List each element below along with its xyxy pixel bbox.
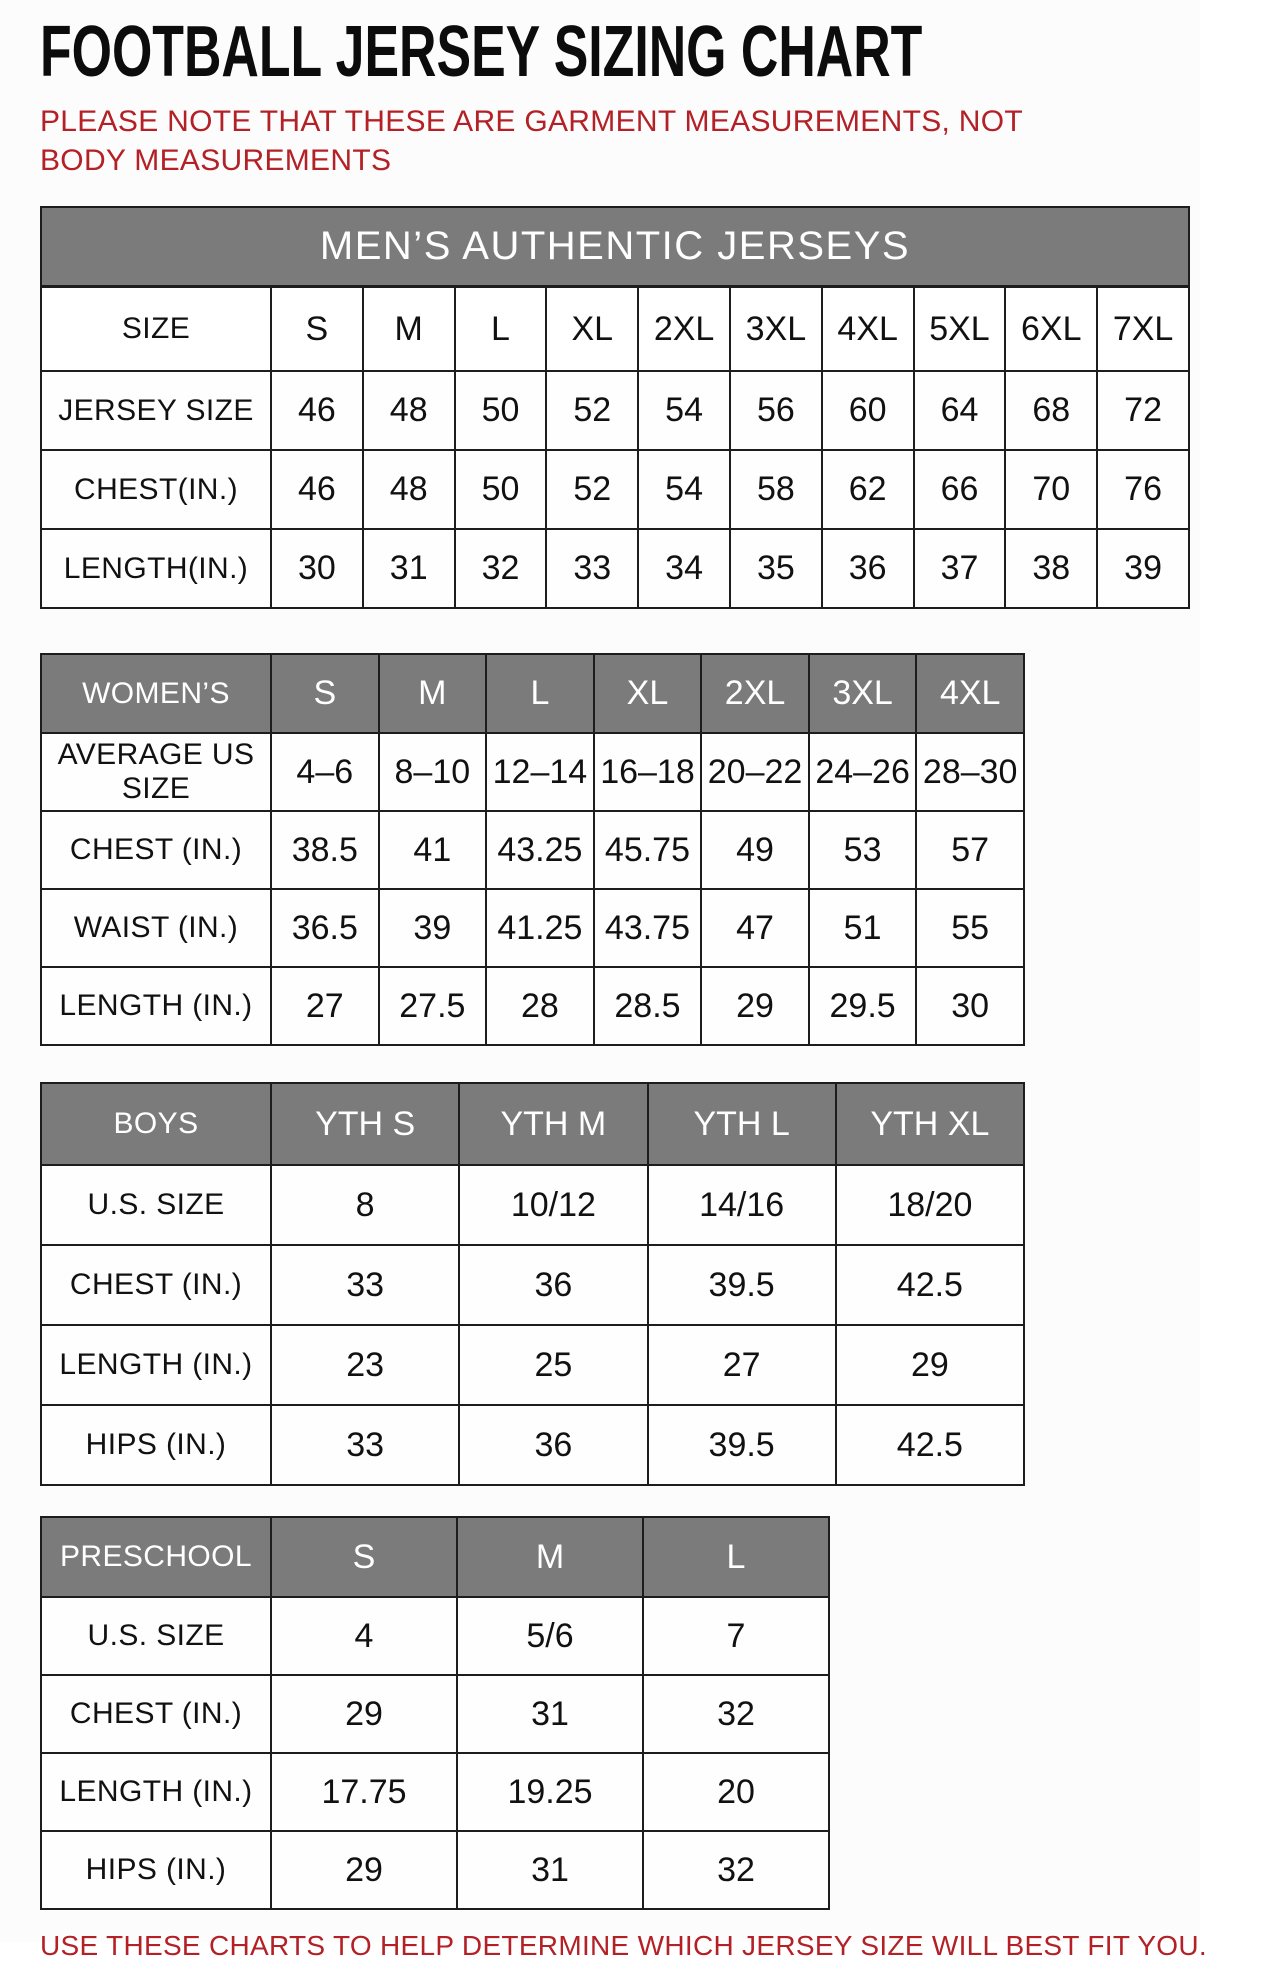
- value-cell: 46: [271, 371, 363, 450]
- value-cell: 35: [730, 529, 822, 608]
- value-cell: 42.5: [836, 1245, 1024, 1325]
- value-cell: 4: [271, 1597, 457, 1675]
- womens-jerseys-table: [40, 653, 1025, 1046]
- value-cell: 47: [701, 889, 809, 967]
- value-cell: 53: [809, 811, 917, 889]
- table-row: [41, 1405, 1024, 1485]
- value-cell: 68: [1005, 371, 1097, 450]
- header-row: [41, 654, 1024, 733]
- value-cell: 19.25: [457, 1753, 643, 1831]
- value-cell: 20: [643, 1753, 829, 1831]
- row-label: CHEST (IN.): [41, 1675, 271, 1753]
- value-cell: 30: [271, 529, 363, 608]
- table-banner: MEN’S AUTHENTIC JERSEYS: [41, 207, 1189, 287]
- value-cell: 39: [1097, 529, 1189, 608]
- value-cell: 7: [643, 1597, 829, 1675]
- value-cell: 54: [638, 371, 730, 450]
- value-cell: 41: [379, 811, 487, 889]
- value-cell: 36.5: [271, 889, 379, 967]
- value-cell: 39.5: [648, 1405, 836, 1485]
- value-cell: 50: [455, 450, 547, 529]
- garment-measurements-note: PLEASE NOTE THAT THESE ARE GARMENT MEASUREMENTS, NOT BODY MEASUREMENTS: [40, 105, 1023, 177]
- value-cell: 33: [271, 1245, 459, 1325]
- table-row: [41, 733, 1024, 811]
- table-row: [41, 1597, 829, 1675]
- value-cell: 29: [271, 1675, 457, 1753]
- header-row: [41, 1517, 829, 1597]
- value-cell: 41.25: [486, 889, 594, 967]
- table-banner-row: [41, 207, 1189, 287]
- value-cell: 39.5: [648, 1245, 836, 1325]
- value-cell: 4–6: [271, 733, 379, 811]
- value-cell: 17.75: [271, 1753, 457, 1831]
- value-cell: 14/16: [648, 1165, 836, 1245]
- size-header-cell: S: [271, 654, 379, 733]
- page-title-text: FOOTBALL JERSEY SIZING CHART: [40, 12, 923, 92]
- mens-authentic-jerseys-table: [40, 206, 1190, 609]
- value-cell: 38.5: [271, 811, 379, 889]
- size-header-cell: 2XL: [638, 287, 730, 372]
- table-row: [41, 1325, 1024, 1405]
- header-label: WOMEN’S: [41, 654, 271, 733]
- size-header-cell: YTH L: [648, 1083, 836, 1165]
- value-cell: 12–14: [486, 733, 594, 811]
- size-header-cell: YTH XL: [836, 1083, 1024, 1165]
- value-cell: 43.75: [594, 889, 702, 967]
- header-row: [41, 1083, 1024, 1165]
- table-row: [41, 811, 1024, 889]
- table-row: [41, 1831, 829, 1909]
- size-header-cell: 7XL: [1097, 287, 1189, 372]
- size-header-cell: M: [363, 287, 455, 372]
- size-header-cell: S: [271, 1517, 457, 1597]
- row-label: LENGTH(IN.): [41, 529, 271, 608]
- size-header-cell: YTH M: [459, 1083, 647, 1165]
- size-header-cell: YTH S: [271, 1083, 459, 1165]
- value-cell: 37: [914, 529, 1006, 608]
- value-cell: 39: [379, 889, 487, 967]
- size-header-cell: 3XL: [730, 287, 822, 372]
- value-cell: 31: [363, 529, 455, 608]
- boys-jerseys-table: [40, 1082, 1025, 1486]
- value-cell: 76: [1097, 450, 1189, 529]
- value-cell: 32: [643, 1831, 829, 1909]
- header-label: SIZE: [41, 287, 271, 372]
- value-cell: 64: [914, 371, 1006, 450]
- value-cell: 28–30: [916, 733, 1024, 811]
- value-cell: 20–22: [701, 733, 809, 811]
- value-cell: 46: [271, 450, 363, 529]
- page-title: [40, 12, 1200, 92]
- size-header-cell: S: [271, 287, 363, 372]
- row-label: CHEST (IN.): [41, 811, 271, 889]
- value-cell: 31: [457, 1831, 643, 1909]
- value-cell: 18/20: [836, 1165, 1024, 1245]
- value-cell: 31: [457, 1675, 643, 1753]
- value-cell: 28.5: [594, 967, 702, 1045]
- usage-note: USE THESE CHARTS TO HELP DETERMINE WHICH JERSEY SIZE WILL BEST FIT YOU.: [40, 1930, 1207, 1962]
- value-cell: 30: [916, 967, 1024, 1045]
- value-cell: 16–18: [594, 733, 702, 811]
- row-label: LENGTH (IN.): [41, 967, 271, 1045]
- row-label: U.S. SIZE: [41, 1597, 271, 1675]
- size-header-cell: 4XL: [916, 654, 1024, 733]
- size-header-cell: 3XL: [809, 654, 917, 733]
- value-cell: 32: [455, 529, 547, 608]
- value-cell: 5/6: [457, 1597, 643, 1675]
- table-row: [41, 889, 1024, 967]
- row-label: CHEST(IN.): [41, 450, 271, 529]
- value-cell: 32: [643, 1675, 829, 1753]
- value-cell: 8: [271, 1165, 459, 1245]
- value-cell: 38: [1005, 529, 1097, 608]
- value-cell: 60: [822, 371, 914, 450]
- value-cell: 45.75: [594, 811, 702, 889]
- value-cell: 50: [455, 371, 547, 450]
- table-row: [41, 1245, 1024, 1325]
- table-row: [41, 1165, 1024, 1245]
- value-cell: 52: [546, 371, 638, 450]
- size-header-cell: 6XL: [1005, 287, 1097, 372]
- value-cell: 27: [648, 1325, 836, 1405]
- size-header-cell: 4XL: [822, 287, 914, 372]
- preschool-jerseys-table: [40, 1516, 830, 1910]
- size-header-cell: M: [379, 654, 487, 733]
- row-label: WAIST (IN.): [41, 889, 271, 967]
- value-cell: 33: [546, 529, 638, 608]
- row-label: U.S. SIZE: [41, 1165, 271, 1245]
- value-cell: 36: [822, 529, 914, 608]
- value-cell: 34: [638, 529, 730, 608]
- value-cell: 52: [546, 450, 638, 529]
- value-cell: 27: [271, 967, 379, 1045]
- value-cell: 33: [271, 1405, 459, 1485]
- row-label: HIPS (IN.): [41, 1405, 271, 1485]
- row-label: LENGTH (IN.): [41, 1753, 271, 1831]
- row-label: LENGTH (IN.): [41, 1325, 271, 1405]
- size-header-cell: 5XL: [914, 287, 1006, 372]
- table-row: [41, 967, 1024, 1045]
- value-cell: 25: [459, 1325, 647, 1405]
- value-cell: 54: [638, 450, 730, 529]
- value-cell: 70: [1005, 450, 1097, 529]
- value-cell: 10/12: [459, 1165, 647, 1245]
- value-cell: 56: [730, 371, 822, 450]
- value-cell: 28: [486, 967, 594, 1045]
- value-cell: 51: [809, 889, 917, 967]
- value-cell: 57: [916, 811, 1024, 889]
- value-cell: 58: [730, 450, 822, 529]
- header-label: PRESCHOOL: [41, 1517, 271, 1597]
- value-cell: 23: [271, 1325, 459, 1405]
- value-cell: 72: [1097, 371, 1189, 450]
- row-label: CHEST (IN.): [41, 1245, 271, 1325]
- table-row: [41, 529, 1189, 608]
- size-header-cell: XL: [594, 654, 702, 733]
- size-header-cell: L: [486, 654, 594, 733]
- value-cell: 43.25: [486, 811, 594, 889]
- value-cell: 36: [459, 1405, 647, 1485]
- value-cell: 49: [701, 811, 809, 889]
- size-header-cell: 2XL: [701, 654, 809, 733]
- value-cell: 48: [363, 371, 455, 450]
- size-header-cell: L: [643, 1517, 829, 1597]
- value-cell: 27.5: [379, 967, 487, 1045]
- size-header-cell: L: [455, 287, 547, 372]
- header-label: BOYS: [41, 1083, 271, 1165]
- value-cell: 29: [836, 1325, 1024, 1405]
- row-label: HIPS (IN.): [41, 1831, 271, 1909]
- value-cell: 29: [271, 1831, 457, 1909]
- table-row: [41, 450, 1189, 529]
- value-cell: 62: [822, 450, 914, 529]
- value-cell: 36: [459, 1245, 647, 1325]
- size-header-cell: M: [457, 1517, 643, 1597]
- value-cell: 24–26: [809, 733, 917, 811]
- value-cell: 29.5: [809, 967, 917, 1045]
- value-cell: 29: [701, 967, 809, 1045]
- value-cell: 48: [363, 450, 455, 529]
- header-row: [41, 287, 1189, 372]
- row-label: AVERAGE US SIZE: [41, 733, 271, 811]
- table-row: [41, 371, 1189, 450]
- value-cell: 55: [916, 889, 1024, 967]
- size-header-cell: XL: [546, 287, 638, 372]
- table-row: [41, 1675, 829, 1753]
- value-cell: 8–10: [379, 733, 487, 811]
- value-cell: 42.5: [836, 1405, 1024, 1485]
- row-label: JERSEY SIZE: [41, 371, 271, 450]
- table-row: [41, 1753, 829, 1831]
- value-cell: 66: [914, 450, 1006, 529]
